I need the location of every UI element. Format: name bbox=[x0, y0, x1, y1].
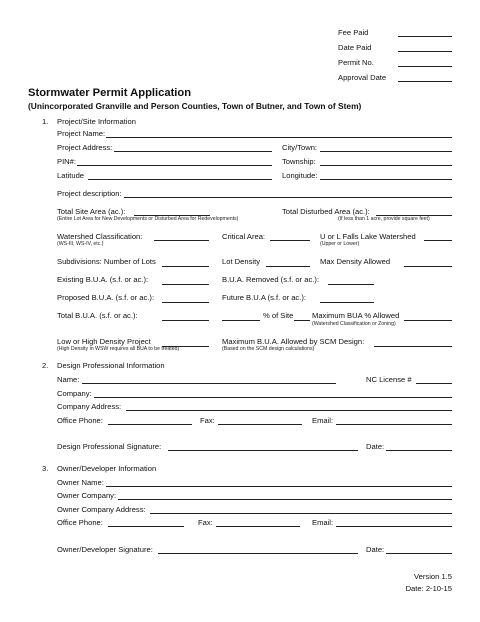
max-bua-pct-label: Maximum BUA % Allowed bbox=[312, 311, 400, 320]
section3-heading: Owner/Developer Information bbox=[57, 464, 157, 473]
existing-bua-field[interactable] bbox=[162, 284, 209, 285]
permit-no-field[interactable] bbox=[398, 66, 452, 67]
future-bua-label: Future B.U.A (s.f. or ac.): bbox=[222, 293, 306, 302]
owner-office-phone-field[interactable] bbox=[108, 526, 184, 527]
page-title: Stormwater Permit Application bbox=[28, 87, 192, 99]
latitude-label: Latitude bbox=[57, 171, 85, 180]
project-description-field[interactable] bbox=[124, 197, 452, 198]
max-bua-scm-label: Maximum B.U.A. Allowed by SCM Design: bbox=[222, 337, 365, 346]
total-bua-label: Total B.U.A. (s.f. or ac.): bbox=[57, 311, 138, 320]
owner-company-address-label: Owner Company Address: bbox=[57, 505, 146, 514]
design-signature-field[interactable] bbox=[168, 450, 358, 451]
design-name-label: Name: bbox=[57, 375, 80, 384]
pct-site-field[interactable] bbox=[222, 320, 260, 321]
version-date-label: Date: 2-10-15 bbox=[405, 584, 452, 593]
design-date-label: Date: bbox=[366, 442, 385, 451]
design-name-field[interactable] bbox=[82, 383, 336, 384]
watershed-classification-note: (WS-III, WS-IV, etc.) bbox=[57, 241, 104, 247]
owner-office-phone-label: Office Phone: bbox=[57, 518, 103, 527]
watershed-classification-label: Watershed Classification: bbox=[57, 232, 143, 241]
project-description-label: Project description: bbox=[57, 189, 122, 198]
subdivisions-label: Subdivisions: Number of Lots bbox=[57, 257, 156, 266]
permit-no-label: Permit No. bbox=[338, 58, 374, 67]
longitude-label: Longitude: bbox=[282, 171, 318, 180]
design-company-address-label: Company Address: bbox=[57, 402, 122, 411]
design-fax-field[interactable] bbox=[218, 424, 302, 425]
owner-company-label: Owner Company: bbox=[57, 491, 117, 500]
total-disturbed-area-note: (If less than 1 acre, provide square feet) bbox=[338, 216, 430, 222]
existing-bua-label: Existing B.U.A. (s.f. or ac.): bbox=[57, 275, 149, 284]
total-bua-field[interactable] bbox=[162, 320, 209, 321]
city-town-label: City/Town: bbox=[282, 143, 318, 152]
owner-name-label: Owner Name: bbox=[57, 478, 104, 487]
owner-signature-label: Owner/Developer Signature: bbox=[57, 545, 153, 554]
owner-company-address-field[interactable] bbox=[150, 513, 452, 514]
design-office-phone-field[interactable] bbox=[108, 424, 192, 425]
total-disturbed-area-label: Total Disturbed Area (ac.): bbox=[282, 207, 370, 216]
max-bua-scm-note: (Based on the SCM design calculations) bbox=[222, 346, 315, 352]
page-subtitle: (Unincorporated Granville and Person Counties, Town of Butner, and Town of Stem) bbox=[28, 101, 362, 111]
owner-signature-field[interactable] bbox=[158, 553, 358, 554]
date-paid-field[interactable] bbox=[398, 51, 452, 52]
bua-removed-label: B.U.A. Removed (s.f. or ac.): bbox=[222, 275, 320, 284]
max-bua-pct-lead-field[interactable] bbox=[294, 320, 310, 321]
total-site-area-label: Total Site Area (ac.): bbox=[57, 207, 126, 216]
approval-date-label: Approval Date bbox=[338, 73, 387, 82]
owner-name-field[interactable] bbox=[106, 486, 452, 487]
pin-label: PIN#: bbox=[57, 157, 76, 166]
nc-license-label: NC License # bbox=[366, 375, 412, 384]
max-bua-scm-field[interactable] bbox=[374, 346, 452, 347]
max-bua-pct-note: (Watershed Classification or Zoning) bbox=[312, 321, 396, 327]
longitude-field[interactable] bbox=[320, 179, 452, 180]
project-name-label: Project Name: bbox=[57, 129, 106, 138]
version-label: Version 1.5 bbox=[414, 572, 452, 581]
design-email-field[interactable] bbox=[336, 424, 452, 425]
proposed-bua-field[interactable] bbox=[162, 302, 209, 303]
township-field[interactable] bbox=[320, 165, 452, 166]
owner-date-label: Date: bbox=[366, 545, 385, 554]
proposed-bua-label: Proposed B.U.A. (s.f. or ac.): bbox=[57, 293, 155, 302]
project-address-label: Project Address: bbox=[57, 143, 113, 152]
owner-email-field[interactable] bbox=[336, 526, 452, 527]
fee-paid-label: Fee Paid bbox=[338, 28, 369, 37]
max-density-label: Max Density Allowed bbox=[320, 257, 391, 266]
lot-density-field[interactable] bbox=[266, 266, 310, 267]
design-office-phone-label: Office Phone: bbox=[57, 416, 103, 425]
owner-date-field[interactable] bbox=[386, 553, 452, 554]
owner-email-label: Email: bbox=[312, 518, 334, 527]
project-address-field[interactable] bbox=[114, 151, 272, 152]
total-site-area-note: (Entire Lot Area for New Developments or Disturbed Area for Redevelopments) bbox=[57, 216, 239, 222]
design-signature-label: Design Professional Signature: bbox=[57, 442, 162, 451]
section3-number: 3. bbox=[42, 464, 49, 473]
section1-heading: Project/Site Information bbox=[57, 117, 136, 126]
density-project-label: Low or High Density Project bbox=[57, 337, 151, 346]
owner-fax-field[interactable] bbox=[216, 526, 300, 527]
design-company-field[interactable] bbox=[94, 397, 452, 398]
owner-company-field[interactable] bbox=[118, 499, 452, 500]
fee-paid-field[interactable] bbox=[398, 36, 452, 37]
nc-license-field[interactable] bbox=[416, 383, 452, 384]
approval-date-field[interactable] bbox=[398, 81, 452, 82]
design-date-field[interactable] bbox=[386, 450, 452, 451]
design-company-label: Company: bbox=[57, 389, 92, 398]
pct-site-label: % of Site bbox=[263, 311, 294, 320]
date-paid-label: Date Paid bbox=[338, 43, 372, 52]
section2-number: 2. bbox=[42, 361, 49, 370]
pin-field[interactable] bbox=[77, 165, 272, 166]
max-density-field[interactable] bbox=[404, 266, 452, 267]
owner-fax-label: Fax: bbox=[198, 518, 213, 527]
section2-heading: Design Professional Information bbox=[57, 361, 165, 370]
critical-area-label: Critical Area: bbox=[222, 232, 266, 241]
latitude-field[interactable] bbox=[88, 179, 272, 180]
bua-removed-field[interactable] bbox=[328, 284, 374, 285]
township-label: Township: bbox=[282, 157, 316, 166]
design-email-label: Email: bbox=[312, 416, 334, 425]
max-bua-pct-field[interactable] bbox=[404, 320, 452, 321]
density-project-note: (High Density in WSW requires all BUA to be treated) bbox=[57, 346, 180, 352]
falls-lake-note: (Upper or Lower) bbox=[320, 241, 360, 247]
city-town-field[interactable] bbox=[320, 151, 452, 152]
lot-density-label: Lot Density bbox=[222, 257, 260, 266]
future-bua-field[interactable] bbox=[320, 302, 374, 303]
falls-lake-label: U or L Falls Lake Watershed bbox=[320, 232, 416, 241]
critical-area-field[interactable] bbox=[270, 240, 310, 241]
watershed-classification-field[interactable] bbox=[154, 240, 209, 241]
project-name-field[interactable] bbox=[106, 137, 452, 138]
design-company-address-field[interactable] bbox=[126, 410, 452, 411]
section1-number: 1. bbox=[42, 117, 49, 126]
design-fax-label: Fax: bbox=[200, 416, 215, 425]
subdivisions-field[interactable] bbox=[162, 266, 209, 267]
falls-lake-field[interactable] bbox=[424, 240, 452, 241]
